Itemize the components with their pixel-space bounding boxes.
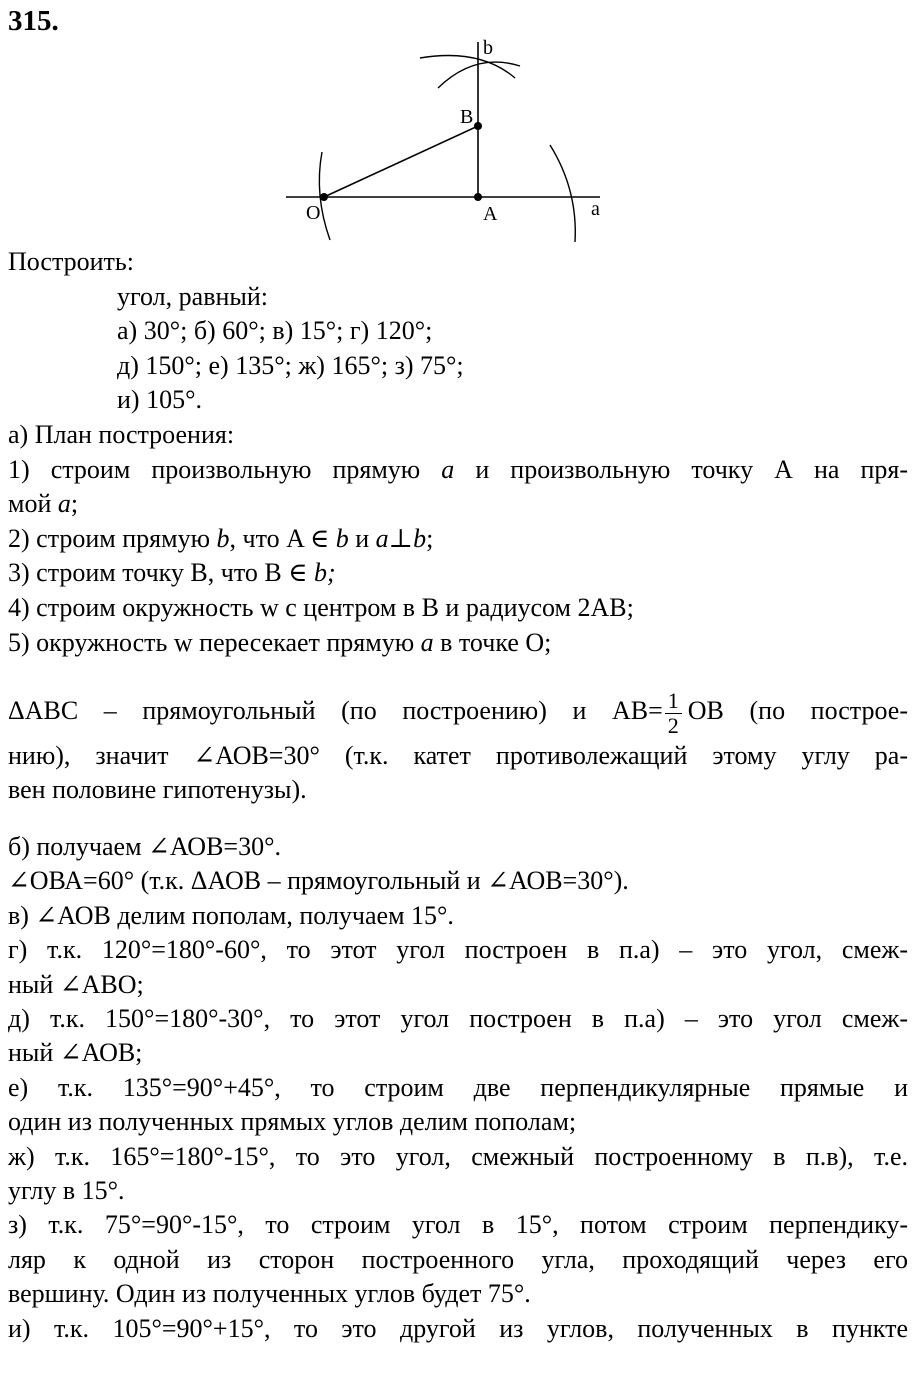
label-point-a: A: [483, 203, 498, 225]
step-5: 5) окружность w пересекает прямую a в точке О;: [8, 627, 552, 657]
point-o: [320, 193, 328, 201]
conclusion-line-3: вен половине гипотенузы).: [8, 775, 307, 804]
solution-b-line-2: ∠ОВА=60° (т.к. ΔАОВ – прямоугольный и ∠АОВ=30°).: [8, 866, 629, 896]
solution-g-line-1: г) т.к. 120°=180°-60°, то этот угол построен в п.а) – это угол, смеж-: [8, 935, 908, 965]
arc-top-right: [420, 56, 515, 79]
solution-e-line-2: один из полученных прямых углов делим пополам;: [8, 1107, 577, 1137]
segment-ob: [324, 126, 478, 197]
solution-v-line-1: в) ∠АОВ делим пополам, получаем 15°.: [8, 900, 454, 930]
label-point-b: B: [460, 106, 474, 128]
construction-diagram: [270, 30, 620, 250]
solution-zh-line-2: углу в 15°.: [8, 1176, 125, 1206]
solution-z-line-3: вершину. Один из полученных углов будет 75°.: [8, 1279, 531, 1309]
solution-d-line-2: ный ∠АОВ;: [8, 1038, 143, 1068]
step-1: 1) строим произвольную прямую a и произвольную точку А на пря-: [8, 454, 908, 484]
solution-z-line-2: ляр к одной из сторон построенного угла, проходящий через его: [8, 1244, 908, 1274]
construction-figure: [270, 30, 620, 250]
task-heading: Построить:: [8, 247, 135, 276]
solution-z-line-1: з) т.к. 75°=90°-15°, то строим угол в 15°, потом строим перпендику-: [8, 1210, 908, 1240]
label-b-line: b: [483, 37, 493, 59]
solution-b-line-1: б) получаем ∠АОВ=30°.: [8, 832, 281, 861]
label-a-line: a: [591, 198, 600, 220]
label-point-o: O: [306, 202, 321, 224]
conclusion-line-1: ΔАВС – прямоугольный (по построению) и АВ= $\frac{1}{2}$ ОВ (по построе-: [8, 687, 908, 738]
arc-top-left: [438, 62, 520, 88]
fraction-one-half: $\frac{1}{2}$: [665, 689, 682, 738]
solution-e-line-1: е) т.к. 135°=90°+45°, то строим две перпендикулярные прямые и: [8, 1072, 908, 1102]
step-2: 2) строим прямую b, что A ∈ b и a⊥b;: [8, 523, 434, 553]
step-1-continued: мой a;: [8, 489, 79, 519]
solution-a-conclusion: [8, 683, 908, 807]
solution-a-heading: а) План построения:: [8, 419, 235, 449]
problem-number: 315.: [8, 5, 59, 37]
arc-right: [550, 145, 575, 242]
point-a: [474, 193, 482, 201]
solution-d-line-1: д) т.к. 150°=180°-30°, то этот угол построен в п.а) – это угол смеж-: [8, 1004, 908, 1034]
solution-g-line-2: ный ∠АВО;: [8, 969, 144, 999]
step-4: 4) строим окружность w с центром в В и радиусом 2АВ;: [8, 592, 634, 622]
task-block: [8, 245, 908, 660]
solution-i-line-1: и) т.к. 105°=90°+15°, то это другой из углов, полученных в пункте: [8, 1313, 908, 1343]
point-b: [474, 122, 482, 130]
task-line-2: а) 30°; б) 60°; в) 15°; г) 120°;: [117, 316, 433, 346]
task-line-1: угол, равный:: [117, 281, 268, 311]
solution-zh-line-1: ж) т.к. 165°=180°-15°, то это угол, смежный построенному в п.в), т.е.: [8, 1141, 908, 1171]
solution-rest: [8, 830, 908, 1346]
task-line-4: и) 105°.: [117, 385, 202, 415]
step-3: 3) строим точку В, что B ∈ b;: [8, 558, 336, 588]
task-line-3: д) 150°; е) 135°; ж) 165°; з) 75°;: [117, 350, 464, 380]
conclusion-line-2: нию), значит ∠АОВ=30° (т.к. катет противолежащий этому углу ра-: [8, 741, 908, 770]
